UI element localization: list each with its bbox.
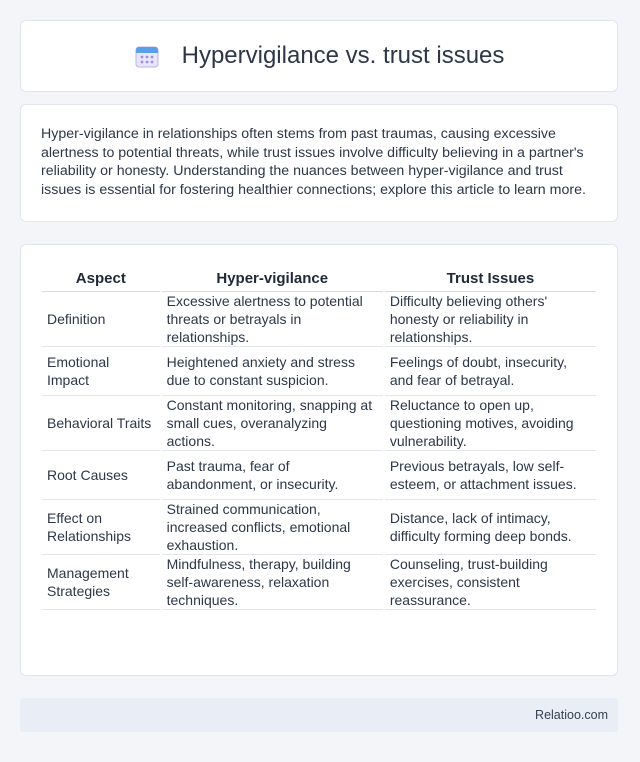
row-aspect: Management Strategies — [42, 555, 160, 610]
row-hyper-vigilance: Excessive alertness to potential threats or betrayals in relationships. — [162, 292, 383, 347]
intro-paragraph: Hyper-vigilance in relationships often stems from past traumas, causing excessive alertness to potential threats, while trust issues involve difficulty believing in a partner's reliability or honesty. Understanding the nuances between hyper-vigilance and trust issues is essential for fostering healthier connections; explore this article to learn more. — [41, 126, 586, 198]
table-row — [42, 292, 596, 347]
comparison-card — [20, 244, 618, 676]
row-hyper-vigilance: Mindfulness, therapy, building self-awareness, relaxation techniques. — [162, 555, 383, 610]
calendar-icon — [134, 43, 160, 69]
page-title: Hypervigilance vs. trust issues — [181, 42, 505, 69]
table-row — [42, 347, 596, 396]
table-row — [42, 555, 596, 610]
table-row — [42, 500, 596, 555]
row-trust-issues: Reluctance to open up, questioning motives, avoiding vulnerability. — [385, 396, 596, 451]
row-trust-issues: Distance, lack of intimacy, difficulty forming deep bonds. — [385, 500, 596, 555]
row-aspect: Effect on Relationships — [42, 500, 160, 555]
row-trust-issues: Feelings of doubt, insecurity, and fear of betrayal. — [385, 347, 596, 396]
row-trust-issues: Counseling, trust-building exercises, consistent reassurance. — [385, 555, 596, 610]
header-aspect: Aspect — [42, 265, 160, 292]
table-header-row — [42, 265, 596, 292]
row-aspect: Behavioral Traits — [42, 396, 160, 451]
row-hyper-vigilance: Strained communication, increased conflicts, emotional exhaustion. — [162, 500, 383, 555]
title-card — [20, 20, 618, 92]
comparison-table — [40, 265, 598, 610]
row-hyper-vigilance: Heightened anxiety and stress due to constant suspicion. — [162, 347, 383, 396]
title-wrap — [134, 42, 505, 70]
header-hyper-vigilance: Hyper-vigilance — [162, 265, 383, 292]
table-row — [42, 396, 596, 451]
row-trust-issues: Previous betrayals, low self-esteem, or attachment issues. — [385, 451, 596, 500]
row-trust-issues: Difficulty believing others' honesty or reliability in relationships. — [385, 292, 596, 347]
footer-brand: Relatioo.com — [535, 708, 608, 722]
row-aspect: Emotional Impact — [42, 347, 160, 396]
intro-card — [20, 104, 618, 222]
header-trust-issues: Trust Issues — [385, 265, 596, 292]
table-row — [42, 451, 596, 500]
footer — [20, 698, 618, 732]
row-aspect: Definition — [42, 292, 160, 347]
row-hyper-vigilance: Past trauma, fear of abandonment, or insecurity. — [162, 451, 383, 500]
row-aspect: Root Causes — [42, 451, 160, 500]
row-hyper-vigilance: Constant monitoring, snapping at small cues, overanalyzing actions. — [162, 396, 383, 451]
